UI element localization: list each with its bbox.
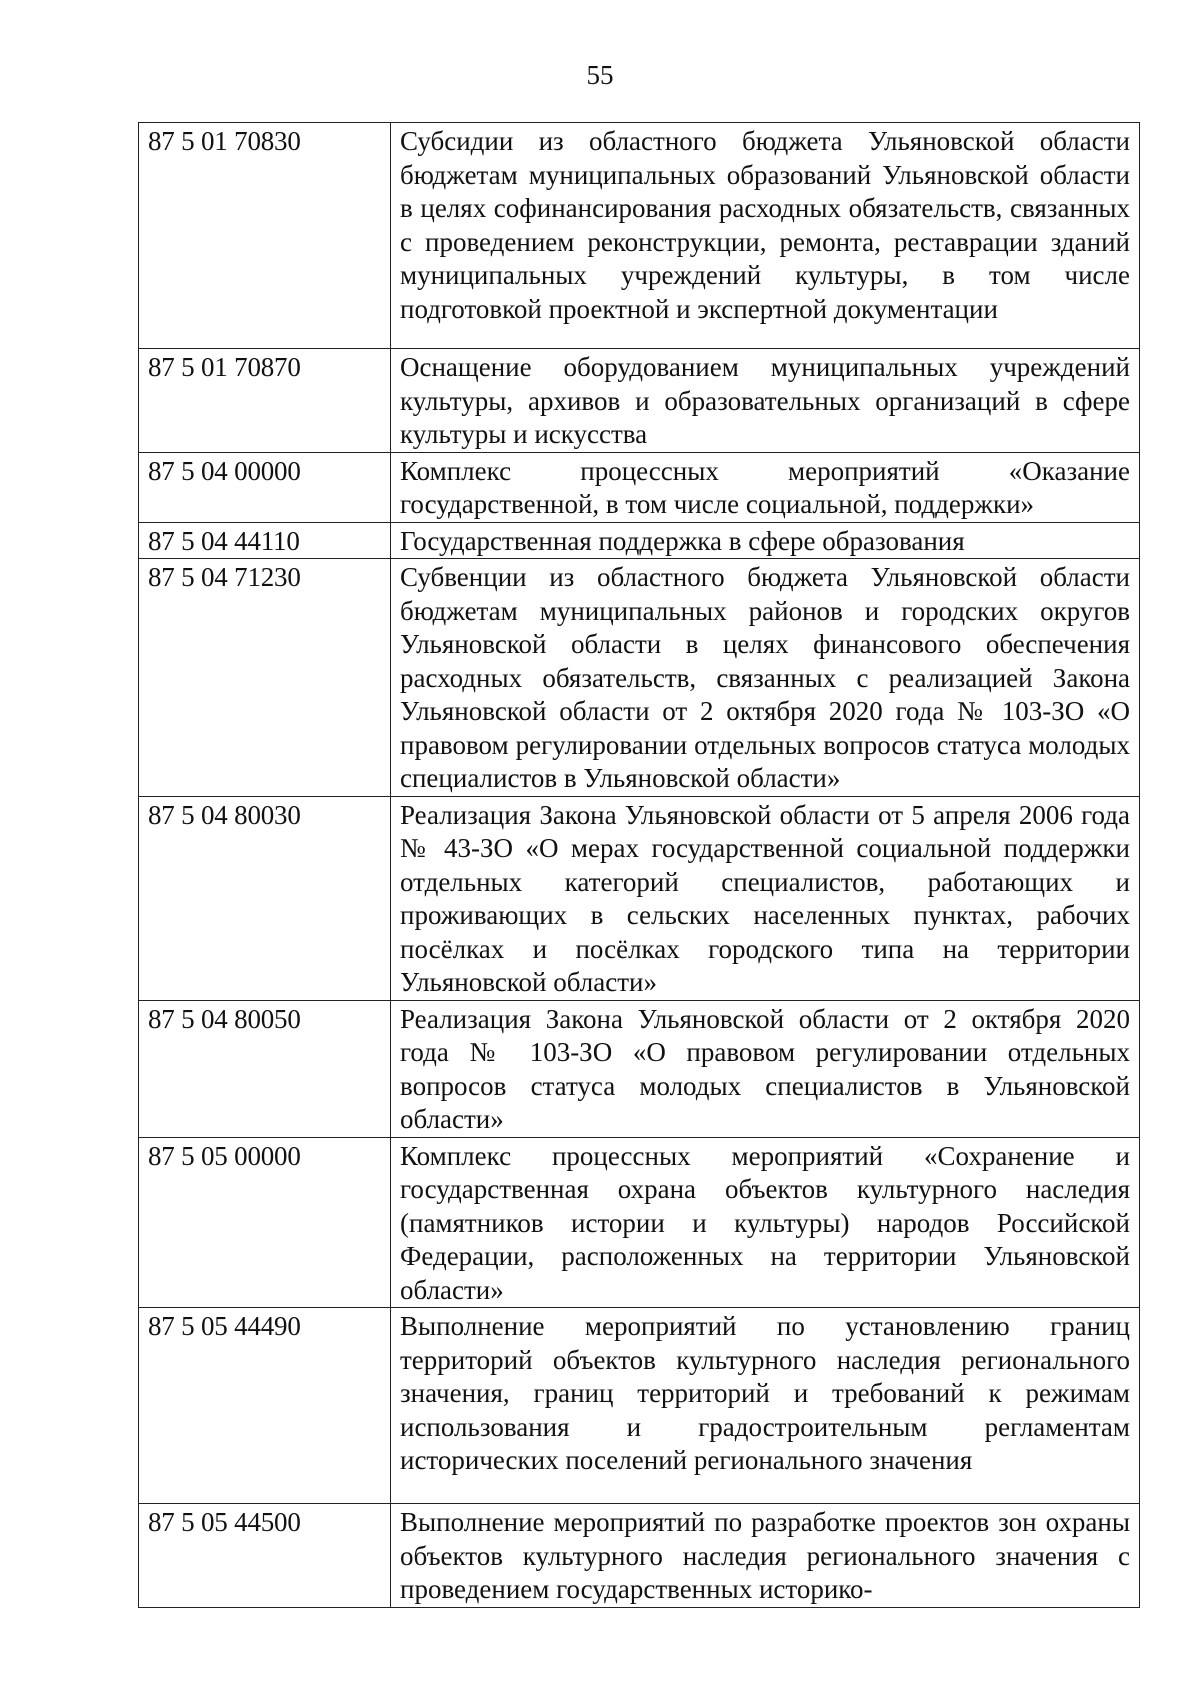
description-cell: Субвенции из областного бюджета Ульяновской области бюджетам муниципальных районов и городских округов Ульяновской области в целях финансового обеспечения расходных обязательств, связанных с реализацией Закона Ульяновской области от 2 октября 2020 года № 103-ЗО «О правовом регулировании отдельных вопросов статуса молодых специалистов в Ульяновской области» xyxy=(391,559,1140,797)
code-cell: 87 5 05 00000 xyxy=(139,1137,391,1308)
code-cell: 87 5 01 70830 xyxy=(139,123,391,349)
code-cell: 87 5 04 80050 xyxy=(139,1000,391,1137)
code-cell: 87 5 05 44490 xyxy=(139,1308,391,1504)
table-row xyxy=(139,1137,1140,1308)
table-row xyxy=(139,559,1140,797)
table-row xyxy=(139,1308,1140,1504)
code-cell: 87 5 04 44110 xyxy=(139,522,391,559)
description-cell: Реализация Закона Ульяновской области от 2 октября 2020 года № 103-ЗО «О правовом регулировании отдельных вопросов статуса молодых специалистов в Ульяновской области» xyxy=(391,1000,1140,1137)
description-cell: Комплекс процессных мероприятий «Сохранение и государственная охрана объектов культурного наследия (памятников истории и культуры) народов Российской Федерации, расположенных на территории Ульяновской области» xyxy=(391,1137,1140,1308)
description-cell: Выполнение мероприятий по разработке проектов зон охраны объектов культурного наследия регионального значения с проведением государственных историко- xyxy=(391,1504,1140,1608)
budget-classification-table xyxy=(138,122,1140,1608)
code-cell: 87 5 04 80030 xyxy=(139,796,391,1000)
table-row xyxy=(139,1504,1140,1608)
code-cell: 87 5 05 44500 xyxy=(139,1504,391,1608)
page-number: 55 xyxy=(586,60,614,90)
table-row xyxy=(139,349,1140,453)
description-cell: Выполнение мероприятий по установлению границ территорий объектов культурного наследия регионального значения, границ территорий и требований к режимам использования и градостроительным регламентам исторических поселений регионального значения xyxy=(391,1308,1140,1504)
description-cell: Реализация Закона Ульяновской области от 5 апреля 2006 года № 43-ЗО «О мерах государственной социальной поддержки отдельных категорий специалистов, работающих и проживающих в сельских населенных пунктах, рабочих посёлках и посёлках городского типа на территории Ульяновской области» xyxy=(391,796,1140,1000)
table-row xyxy=(139,123,1140,349)
code-cell: 87 5 01 70870 xyxy=(139,349,391,453)
table-row xyxy=(139,452,1140,522)
code-cell: 87 5 04 00000 xyxy=(139,452,391,522)
table-row xyxy=(139,522,1140,559)
table-row xyxy=(139,796,1140,1000)
description-cell: Субсидии из областного бюджета Ульяновской области бюджетам муниципальных образований Ульяновской области в целях софинансирования расходных обязательств, связанных с проведением реконструкции, ремонта, реставрации зданий муниципальных учреждений культуры, в том числе подготовкой проектной и экспертной документации xyxy=(391,123,1140,349)
code-cell: 87 5 04 71230 xyxy=(139,559,391,797)
table-row xyxy=(139,1000,1140,1137)
description-cell: Оснащение оборудованием муниципальных учреждений культуры, архивов и образовательных организаций в сфере культуры и искусства xyxy=(391,349,1140,453)
description-cell: Государственная поддержка в сфере образования xyxy=(391,522,1140,559)
description-cell: Комплекс процессных мероприятий «Оказание государственной, в том числе социальной, поддержки» xyxy=(391,452,1140,522)
